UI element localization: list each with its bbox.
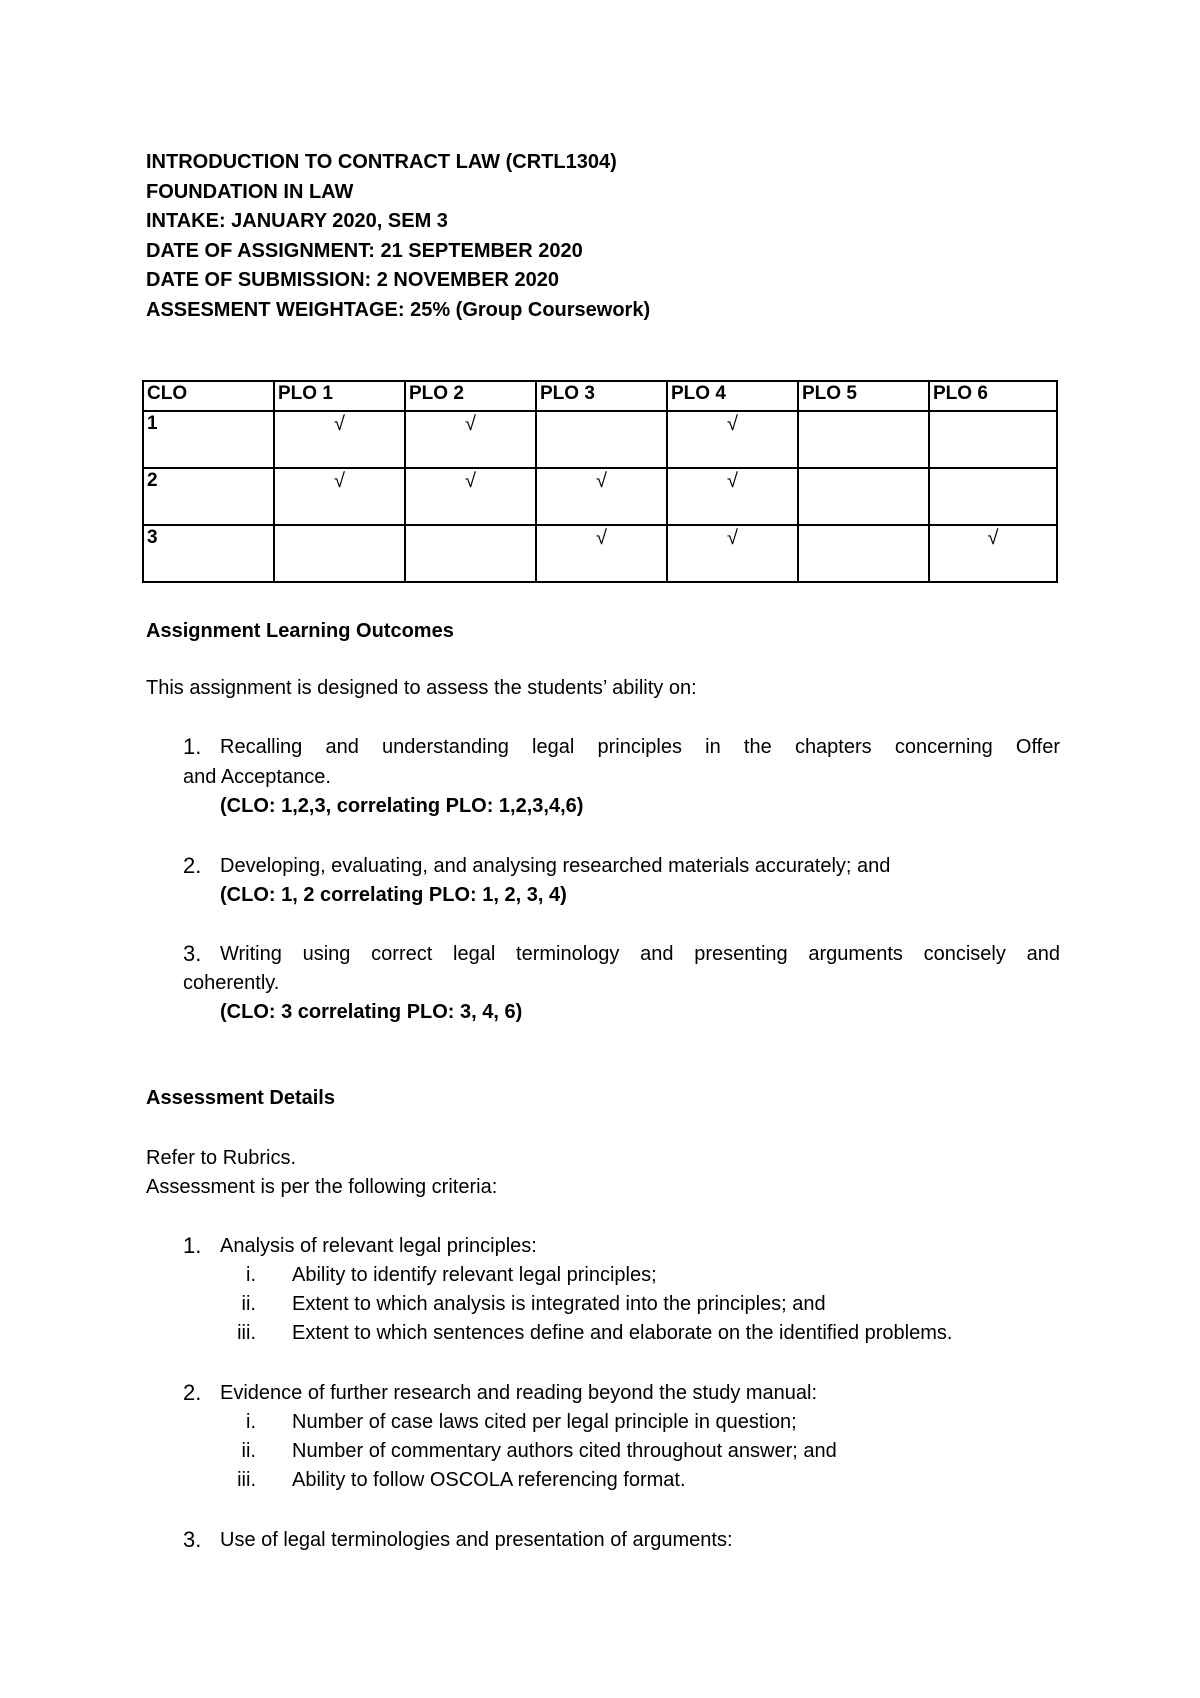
outcome-number: 1. [183,734,202,759]
table-header-cell: PLO 6 [929,381,1057,411]
plo-check-cell [536,411,667,468]
submission-date: DATE OF SUBMISSION: 2 NOVEMBER 2020 [146,269,560,291]
sub-criterion-text: Ability to identify relevant legal principles; [292,1264,657,1286]
intake-line: INTAKE: JANUARY 2020, SEM 3 [146,210,448,232]
plo-check-cell: √ [667,525,798,582]
assignment-date: DATE OF ASSIGNMENT: 21 SEPTEMBER 2020 [146,239,583,262]
outcome-number: 2. [183,853,202,878]
table-header-cell: PLO 1 [274,381,405,411]
outcome-number: 3. [183,941,202,966]
criterion-title: Analysis of relevant legal principles: [220,1235,537,1257]
table-header-cell: CLO [143,381,274,411]
sub-criterion-text: Ability to follow OSCOLA referencing format. [292,1469,686,1491]
outcome-mapping: (CLO: 1,2,3, correlating PLO: 1,2,3,4,6) [220,795,584,817]
table-row [143,411,1057,468]
learning-outcomes-intro: This assignment is designed to assess the students’ ability on: [146,677,697,699]
table-header-cell: PLO 2 [405,381,536,411]
sub-criterion-number: i. [246,1264,256,1286]
clo-number-cell: 3 [143,525,274,582]
sub-criterion-text: Extent to which sentences define and elaborate on the identified problems. [292,1322,953,1344]
sub-criterion-text: Extent to which analysis is integrated into the principles; and [292,1293,826,1315]
learning-outcomes-heading: Assignment Learning Outcomes [146,620,454,642]
sub-criterion-number: iii. [237,1322,256,1344]
plo-check-cell: √ [536,525,667,582]
outcome-mapping: (CLO: 3 correlating PLO: 3, 4, 6) [220,1001,523,1023]
clo-number-cell: 2 [143,468,274,525]
sub-criterion-number: iii. [237,1469,256,1491]
table-row [143,525,1057,582]
outcome-mapping: (CLO: 1, 2 correlating PLO: 1, 2, 3, 4) [220,884,567,906]
course-title: INTRODUCTION TO CONTRACT LAW (CRTL1304) [146,151,617,173]
sub-criterion-number: i. [246,1411,256,1433]
outcome-text: Developing, evaluating, and analysing researched materials accurately; and [220,855,891,877]
plo-check-cell [798,411,929,468]
table-header-cell: PLO 5 [798,381,929,411]
table-header-row [143,381,1057,411]
plo-check-cell: √ [667,411,798,468]
criterion-title: Evidence of further research and reading beyond the study manual: [220,1382,818,1404]
table-header-cell: PLO 4 [667,381,798,411]
criteria-intro: Assessment is per the following criteria: [146,1176,498,1198]
outcome-text-continued: and Acceptance. [183,766,331,788]
plo-check-cell [929,411,1057,468]
sub-criterion-text: Number of case laws cited per legal principle in question; [292,1411,797,1433]
outcome-text: Writing using correct legal terminology and presenting arguments concisely and [220,943,1060,965]
table-header-cell: PLO 3 [536,381,667,411]
plo-check-cell [929,468,1057,525]
plo-check-cell [798,468,929,525]
plo-check-cell: √ [405,468,536,525]
sub-criterion-text: Number of commentary authors cited throughout answer; and [292,1440,837,1462]
criterion-number: 3. [183,1527,202,1552]
plo-check-cell: √ [274,411,405,468]
assessment-weightage: ASSESMENT WEIGHTAGE: 25% (Group Coursework) [146,298,651,321]
sub-criterion-number: ii. [241,1293,256,1315]
plo-check-cell: √ [536,468,667,525]
clo-plo-table [142,380,1058,583]
rubrics-note: Refer to Rubrics. [146,1147,297,1169]
plo-check-cell [274,525,405,582]
clo-number-cell: 1 [143,411,274,468]
assessment-heading: Assessment Details [146,1087,335,1109]
plo-check-cell: √ [274,468,405,525]
criterion-number: 2. [183,1380,202,1405]
table-row [143,468,1057,525]
plo-check-cell [405,525,536,582]
criterion-title: Use of legal terminologies and presentation of arguments: [220,1529,733,1551]
sub-criterion-number: ii. [241,1440,256,1462]
plo-check-cell: √ [929,525,1057,582]
outcome-text-continued: coherently. [183,972,280,994]
programme-name: FOUNDATION IN LAW [146,180,354,203]
outcome-text: Recalling and understanding legal principles in the chapters concerning Offer [220,736,1060,758]
criterion-number: 1. [183,1233,202,1258]
plo-check-cell [798,525,929,582]
plo-check-cell: √ [405,411,536,468]
plo-check-cell: √ [667,468,798,525]
document-header [146,148,650,325]
